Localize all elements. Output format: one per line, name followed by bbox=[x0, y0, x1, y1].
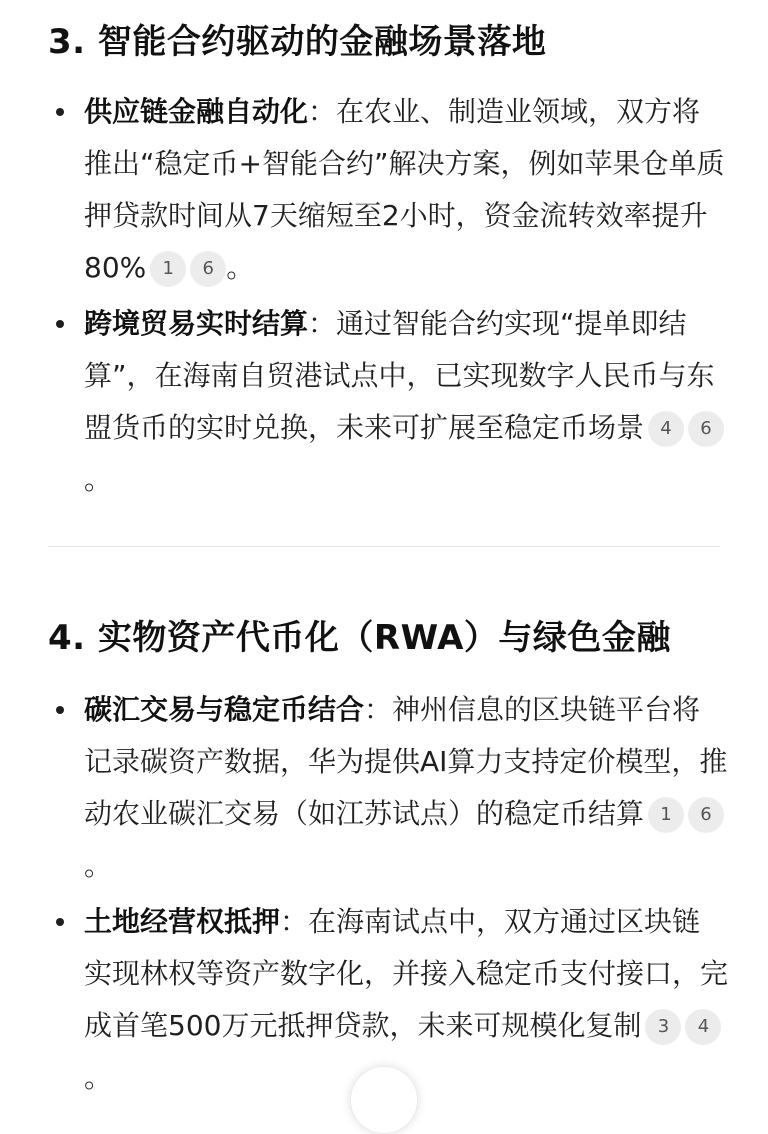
bullet-dot bbox=[56, 918, 64, 926]
scroll-down-button[interactable] bbox=[350, 1066, 418, 1134]
citation-badge[interactable]: 6 bbox=[688, 797, 724, 833]
citation-badge[interactable]: 1 bbox=[648, 797, 684, 833]
item-text: ：在海南试点中，双方通过区块链实现林权等资产数字化，并接入稳定币支付接口，完成首笔500万元抵押贷款，未来可规模化复制 bbox=[84, 905, 729, 1042]
citation-badge[interactable]: 4 bbox=[648, 411, 684, 447]
citation-badge[interactable]: 1 bbox=[150, 251, 186, 287]
item-term: 供应链金融自动化 bbox=[84, 95, 309, 128]
citation-badge[interactable]: 4 bbox=[685, 1009, 721, 1045]
bullet-dot bbox=[56, 320, 64, 328]
citation-badge[interactable]: 6 bbox=[190, 251, 226, 287]
bullet-list bbox=[48, 684, 728, 1108]
citation-badge[interactable]: 6 bbox=[688, 411, 724, 447]
item-term: 土地经营权抵押 bbox=[84, 905, 281, 938]
item-end: 。 bbox=[226, 251, 255, 284]
list-item bbox=[48, 86, 728, 294]
item-text: ：在农业、制造业领域，双方将推出“稳定币+智能合约”解决方案，例如苹果仓单质押贷款时间从7天缩短至2小时，资金流转效率提升80% bbox=[84, 95, 725, 284]
section-title: 4. 实物资产代币化（RWA）与绿色金融 bbox=[48, 618, 671, 658]
list-item bbox=[48, 684, 728, 892]
item-term: 跨境贸易实时结算 bbox=[84, 307, 309, 340]
bullet-dot bbox=[56, 108, 64, 116]
list-item bbox=[48, 298, 728, 506]
item-end: 。 bbox=[84, 463, 113, 496]
item-end: 。 bbox=[84, 849, 113, 882]
bullet-dot bbox=[56, 706, 64, 714]
bullet-list bbox=[48, 86, 728, 510]
item-end: 。 bbox=[84, 1061, 113, 1094]
item-text: ：通过智能合约实现“提单即结算”，在海南自贸港试点中，已实现数字人民币与东盟货币的实时兑换，未来可扩展至稳定币场景 bbox=[84, 307, 715, 444]
section-title: 3. 智能合约驱动的金融场景落地 bbox=[48, 22, 547, 62]
item-term: 碳汇交易与稳定币结合 bbox=[84, 693, 365, 726]
section-divider bbox=[48, 546, 720, 547]
citation-badge[interactable]: 3 bbox=[645, 1009, 681, 1045]
item-text: ：神州信息的区块链平台将记录碳资产数据，华为提供AI算力支持定价模型，推动农业碳汇交易（如江苏试点）的稳定币结算 bbox=[84, 693, 728, 830]
